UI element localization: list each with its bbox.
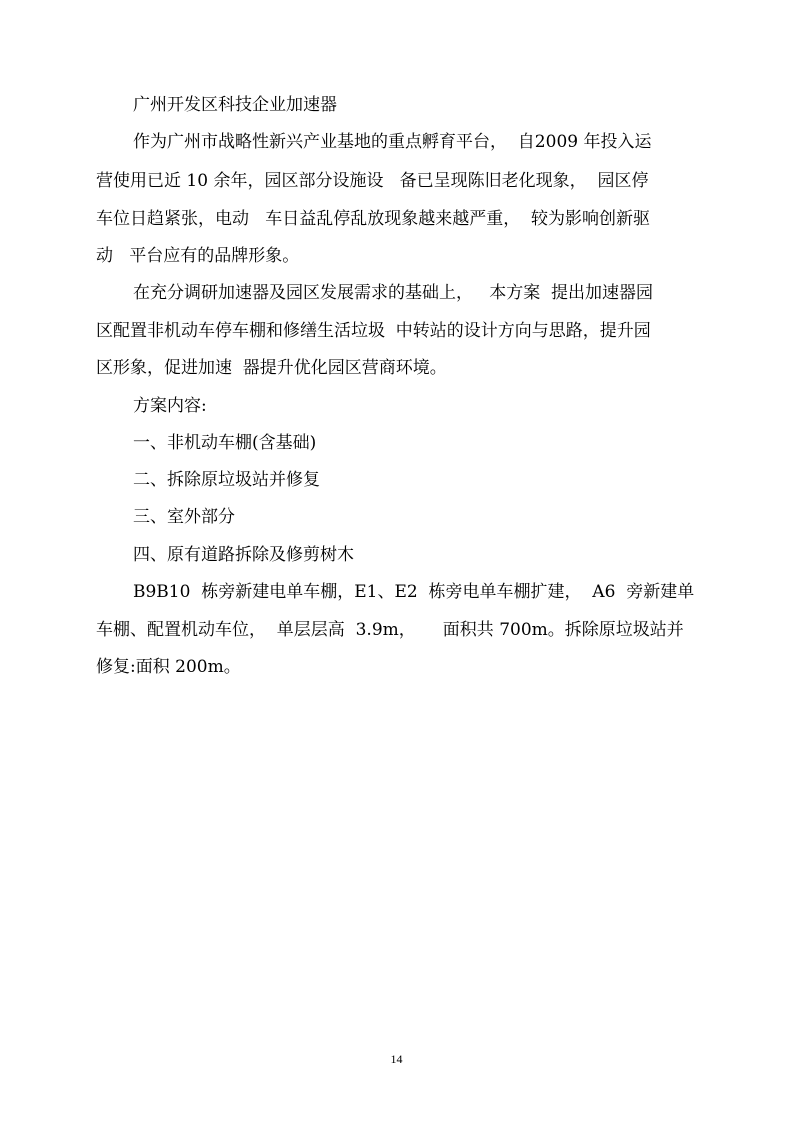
paragraph-1-line-3: 车位日趋紧张，电动 车日益乱停乱放现象越来越严重， 较为影响创新驱 — [96, 209, 651, 229]
page-number: 14 — [390, 1052, 403, 1066]
paragraph-2-line-2: 区配置非机动车停车棚和修缮生活垃圾 中转站的设计方向与思路，提升园 — [96, 321, 651, 341]
document-title: 广州开发区科技企业加速器 — [133, 95, 337, 115]
list-item: 一、非机动车棚(含基础) — [133, 433, 317, 453]
content-heading: 方案内容: — [133, 396, 207, 416]
list-item: 四、原有道路拆除及修剪树木 — [133, 545, 354, 565]
paragraph-1-line-1: 作为广州市战略性新兴产业基地的重点孵育平台， 自2009 年投入运 — [133, 132, 652, 152]
paragraph-3-line-3: 修复:面积 200m。 — [96, 657, 241, 677]
list-item: 三、室外部分 — [133, 507, 235, 527]
paragraph-1-line-2: 营使用已近 10 余年，园区部分设施设 备已呈现陈旧老化现象， 园区停 — [96, 171, 649, 191]
list-item: 二、拆除原垃圾站并修复 — [133, 470, 320, 490]
paragraph-1-line-4: 动 平台应有的品牌形象。 — [96, 246, 300, 266]
paragraph-2-line-3: 区形象，促进加速 器提升优化园区营商环境。 — [96, 358, 447, 378]
paragraph-3-line-1: B9B10 栋旁新建电单车棚，E1、E2 栋旁电单车棚扩建， A6 旁新建单 — [133, 582, 695, 602]
paragraph-2-line-1: 在充分调研加速器及园区发展需求的基础上， 本方案 提出加速器园 — [133, 283, 654, 303]
paragraph-3-line-2: 车棚、配置机动车位， 单层层高 3.9m， 面积共 700m。拆除原垃圾站并 — [96, 620, 684, 640]
